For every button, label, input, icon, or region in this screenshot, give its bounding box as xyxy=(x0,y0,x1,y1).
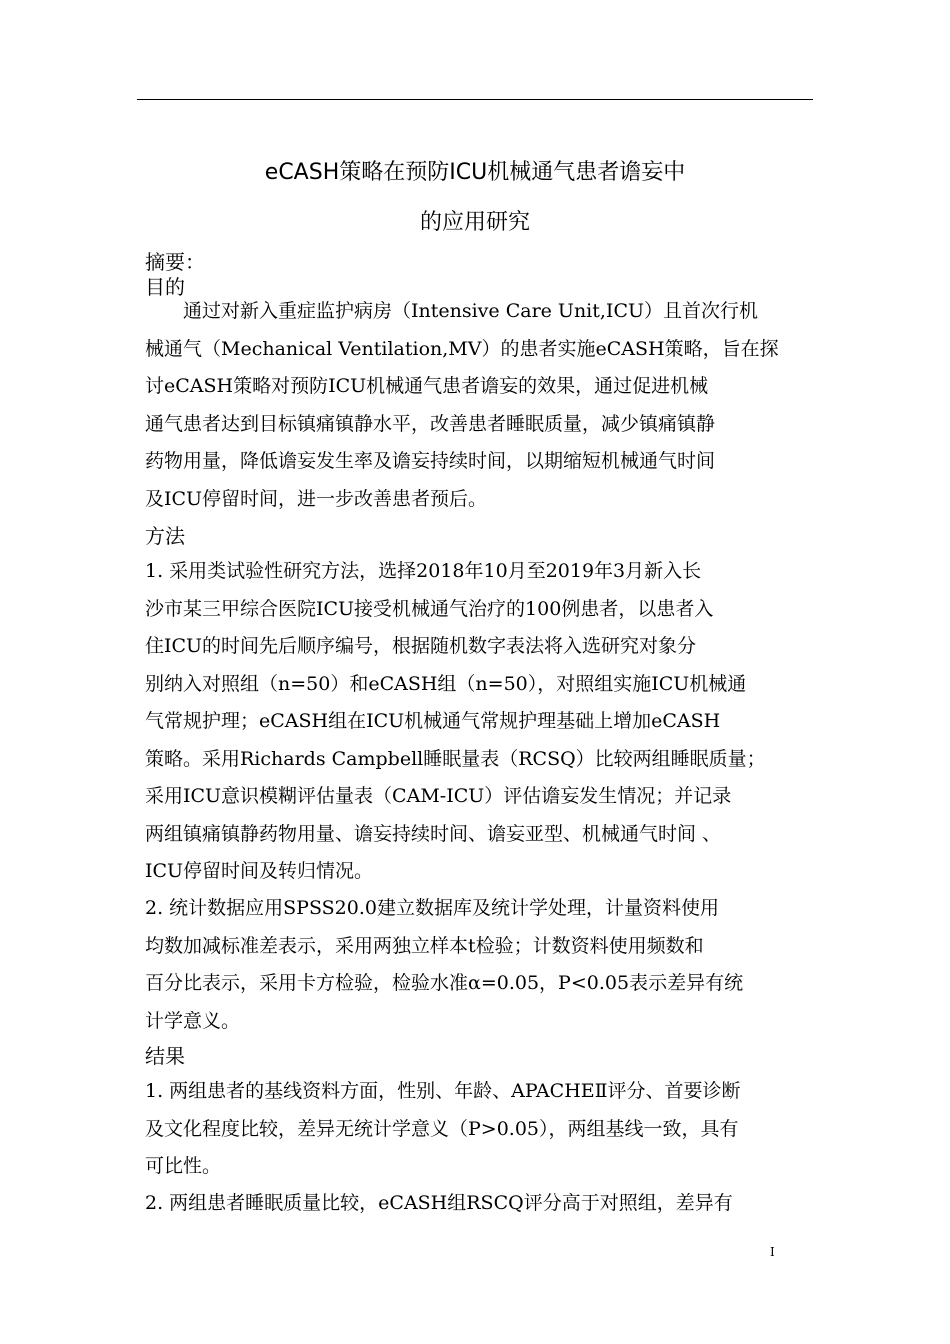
abstract-label: 摘要： xyxy=(145,250,205,274)
title-line-2: 的应用研究 xyxy=(419,210,530,235)
methods-paragraph-1 xyxy=(145,553,809,891)
methods-label: 方法 xyxy=(145,524,185,548)
text-line: 住ICU的时间先后顺序编号，根据随机数字表法将入选研究对象分 xyxy=(145,635,697,657)
title-line-1: eCASH策略在预防ICU机械通气患者谵妄中 xyxy=(264,160,686,185)
text-line: 计学意义。 xyxy=(145,1009,241,1032)
text-line: 均数加减标准差表示，采用两独立样本t检验；计数资料使用频数和 xyxy=(145,934,704,957)
text-line: 1. 采用类试验性研究方法，选择2018年10月至2019年3月新入长 xyxy=(145,560,702,582)
results-label: 结果 xyxy=(145,1044,185,1068)
methods-paragraph-2 xyxy=(145,890,809,1040)
text-line: 讨eCASH策略对预防ICU机械通气患者谵妄的效果，通过促进机械 xyxy=(145,375,709,397)
text-line: 通气患者达到目标镇痛镇静水平，改善患者睡眠质量，减少镇痛镇静 xyxy=(145,412,716,435)
text-line: 2. 两组患者睡眠质量比较，eCASH组RSCQ评分高于对照组，差异有 xyxy=(145,1192,733,1214)
text-line: ICU停留时间及转归情况。 xyxy=(145,860,374,882)
text-line: 及文化程度比较，差异无统计学意义（P>0.05），两组基线一致，具有 xyxy=(145,1117,739,1140)
text-line: 策略。采用Richards Campbell睡眠量表（RCSQ）比较两组睡眠质量； xyxy=(145,747,766,770)
text-line: 药物用量，降低谵妄发生率及谵妄持续时间，以期缩短机械通气时间 xyxy=(145,450,716,472)
results-paragraph-1 xyxy=(145,1073,809,1186)
text-line: 采用ICU意识模糊评估量表（CAM-ICU）评估谵妄发生情况；并记录 xyxy=(145,785,732,807)
text-line: 2. 统计数据应用SPSS20.0建立数据库及统计学处理，计量资料使用 xyxy=(145,897,719,919)
text-line: 别纳入对照组（n=50）和eCASH组（n=50），对照组实施ICU机械通 xyxy=(145,672,747,695)
text-line: 气常规护理；eCASH组在ICU机械通气常规护理基础上增加eCASH xyxy=(145,710,721,732)
text-line: 百分比表示，采用卡方检验，检验水准α=0.05，P<0.05表示差异有统 xyxy=(145,972,744,994)
objective-label: 目的 xyxy=(145,275,185,299)
text-line: 1. 两组患者的基线资料方面，性别、年龄、APACHEⅡ评分、首要诊断 xyxy=(145,1080,741,1102)
text-line: 两组镇痛镇静药物用量、谵妄持续时间、谵妄亚型、机械通气时间 、 xyxy=(145,822,722,845)
page-number: I xyxy=(770,1245,775,1259)
text-line: 及ICU停留时间，进一步改善患者预后。 xyxy=(145,487,488,510)
text-line: 械通气（Mechanical Ventilation,MV）的患者实施eCASH策略，旨在探 xyxy=(145,337,779,360)
objective-paragraph xyxy=(145,293,809,518)
results-paragraph-2 xyxy=(145,1185,809,1223)
text-line: 通过对新入重症监护病房（Intensive Care Unit,ICU）且首次行机 xyxy=(145,300,758,322)
text-line: 沙市某三甲综合医院ICU接受机械通气治疗的100例患者，以患者入 xyxy=(145,597,714,620)
text-line: 可比性。 xyxy=(145,1155,222,1177)
header-rule xyxy=(137,99,813,100)
